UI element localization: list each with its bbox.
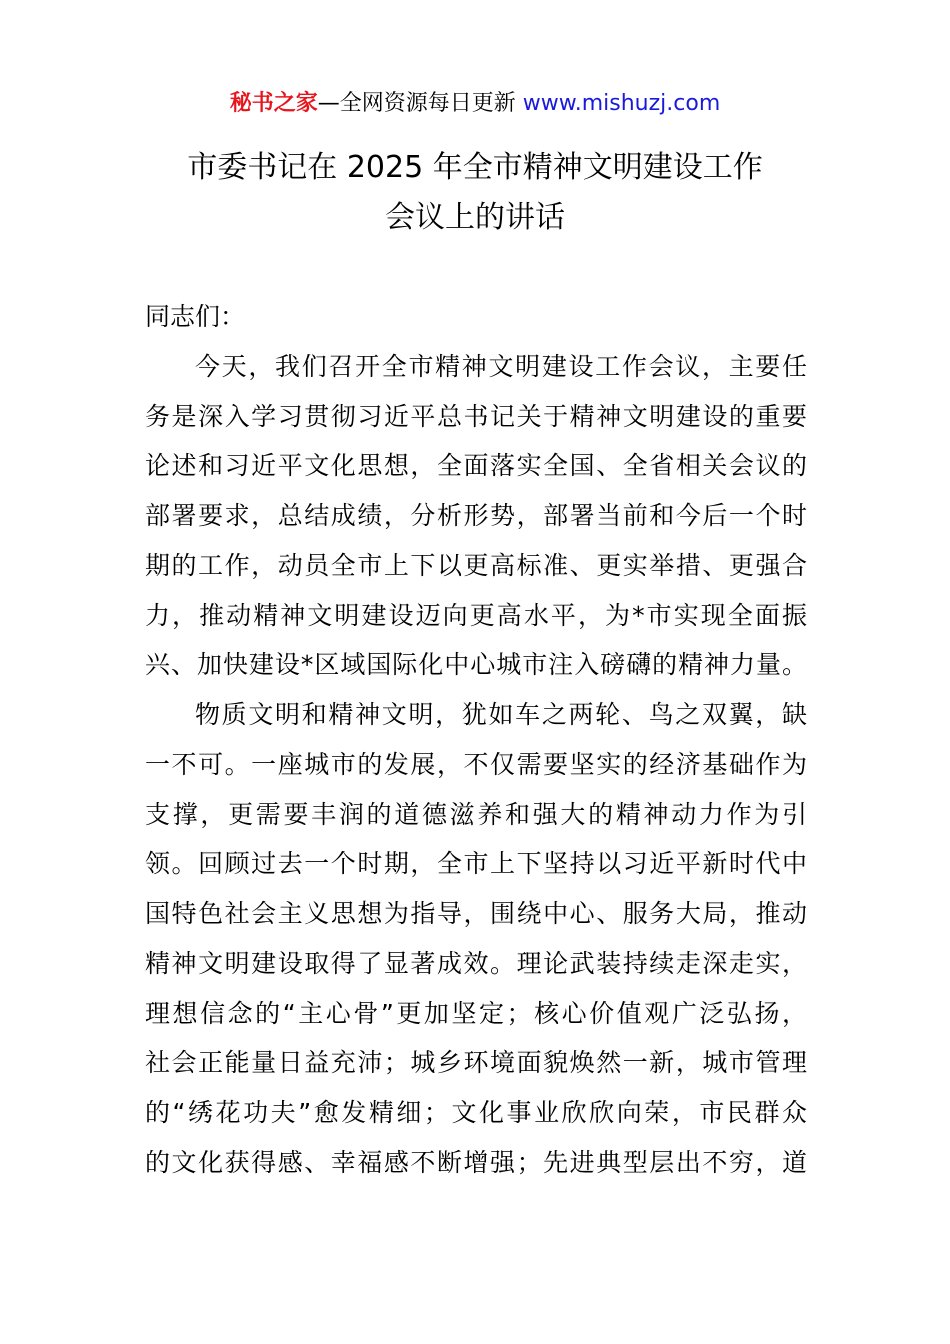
text-line: 支撑，更需要丰润的道德滋养和强大的精神动力作为引 — [145, 800, 807, 829]
header-slogan: —全网资源每日更新 — [317, 91, 516, 116]
site-header — [0, 89, 950, 119]
text-line: 期的工作，动员全市上下以更高标准、更实举措、更强合 — [145, 551, 807, 580]
text-line: 理想信念的“主心骨”更加坚定；核心价值观广泛弘扬， — [145, 999, 807, 1028]
text-line: 务是深入学习贯彻习近平总书记关于精神文明建设的重要 — [145, 402, 807, 431]
text-line: 精神文明建设取得了显著成效。理论武装持续走深走实， — [145, 949, 807, 978]
text-line: 部署要求，总结成绩，分析形势，部署当前和今后一个时 — [145, 501, 807, 530]
text-line: 力，推动精神文明建设迈向更高水平，为*市实现全面振 — [145, 601, 807, 630]
text-line: 社会正能量日益充沛；城乡环境面貌焕然一新，城市管理 — [145, 1048, 807, 1077]
text-line: 的文化获得感、幸福感不断增强；先进典型层出不穷，道 — [145, 1148, 807, 1177]
text-line: 国特色社会主义思想为指导，围绕中心、服务大局，推动 — [145, 899, 807, 928]
text-line: 领。回顾过去一个时期，全市上下坚持以习近平新时代中 — [145, 849, 807, 878]
greeting: 同志们： — [145, 302, 246, 331]
site-url-link[interactable]: www.mishuzj.com — [522, 91, 721, 116]
document-title-line-1: 市委书记在 2025 年全市精神文明建设工作 — [187, 150, 763, 185]
text-line: 物质文明和精神文明，犹如车之两轮、鸟之双翼，缺 — [195, 700, 807, 729]
text-line: 论述和习近平文化思想，全面落实全国、全省相关会议的 — [145, 451, 807, 480]
text-line: 的“绣花功夫”愈发精细；文化事业欣欣向荣，市民群众 — [145, 1098, 807, 1127]
document-title-line-2: 会议上的讲话 — [385, 200, 565, 235]
brand-name: 秘书之家 — [229, 91, 318, 116]
text-line: 兴、加快建设*区域国际化中心城市注入磅礴的精神力量。 — [145, 650, 807, 679]
text-line: 一不可。一座城市的发展，不仅需要坚实的经济基础作为 — [145, 750, 807, 779]
text-line: 今天，我们召开全市精神文明建设工作会议，主要任 — [195, 352, 807, 381]
